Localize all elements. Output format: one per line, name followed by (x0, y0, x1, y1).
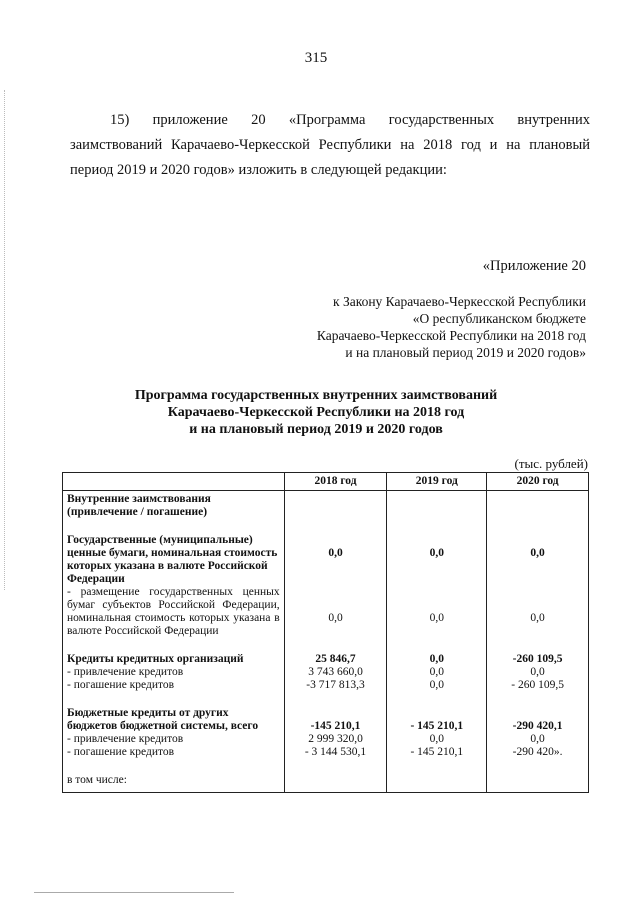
value-cell: 0,0 (387, 534, 487, 586)
value-cell: 0,0 (284, 586, 387, 638)
value-cell: -290 420». (487, 746, 589, 759)
row-label: Государственные (муниципальные) ценные бумаги, номинальная стоимость которых указана в валюте Российской Федерации (63, 534, 285, 586)
value-cell: 0,0 (387, 653, 487, 666)
footer-rule (34, 892, 234, 893)
annex-line: Карачаево-Черкесской Республики на 2018 год (316, 328, 586, 343)
units-label: (тыс. рублей) (514, 456, 588, 471)
intro-paragraph (70, 108, 590, 183)
row-label: Внутренние заимствования (привлечение / погашение) (63, 491, 285, 520)
table-row (63, 679, 589, 692)
value-cell: 0,0 (387, 586, 487, 638)
scan-margin-marks (4, 90, 7, 590)
header-cell (63, 473, 285, 491)
row-label: - размещение государственных ценных бумаг субъектов Российской Федерации, номинальная стоимость которых указана в валюте Российской Федерации (63, 586, 285, 638)
annex-line: и на плановый период 2019 и 2020 годов» (345, 345, 586, 360)
table-header-row (63, 473, 589, 491)
annex-subtitle (317, 293, 586, 361)
title-line: Программа государственных внутренних заимствований (134, 388, 498, 403)
table-row (63, 534, 589, 586)
page-number: 315 (304, 50, 328, 66)
value-cell: -260 109,5 (487, 653, 589, 666)
title-line: и на плановый период 2019 и 2020 годов (189, 422, 443, 437)
table-row (63, 774, 589, 793)
value-cell: 0,0 (487, 586, 589, 638)
intro-line-3: период 2019 и 2020 годов» изложить в следующей редакции: (70, 162, 447, 178)
value-cell: 0,0 (487, 666, 589, 679)
header-cell: 2018 год (284, 473, 387, 491)
value-cell: - 145 210,1 (387, 707, 487, 733)
table-row (63, 491, 589, 520)
row-label: в том числе: (63, 774, 285, 793)
title-line: Карачаево-Черкесской Республики на 2018 год (167, 405, 465, 420)
annex-line: к Закону Карачаево-Черкесской Республики (333, 294, 586, 309)
annex-title: «Приложение 20 (482, 258, 586, 274)
intro-line-2: заимствований Карачаево-Черкесской Республики на 2018 год и на плановый (70, 137, 590, 153)
value-cell: 2 999 320,0 (284, 733, 387, 746)
value-cell: - 145 210,1 (387, 746, 487, 759)
annex-line: «О республиканском бюджете (412, 311, 586, 326)
table-row (63, 746, 589, 759)
table-row (63, 586, 589, 638)
table-row (63, 707, 589, 733)
row-label: - привлечение кредитов (63, 733, 285, 746)
row-label: Бюджетные кредиты от других бюджетов бюджетной системы, всего (63, 707, 285, 733)
value-cell: 3 743 660,0 (284, 666, 387, 679)
intro-line-1: 15) приложение 20 «Программа государственных внутренних (110, 112, 590, 128)
value-cell: 25 846,7 (284, 653, 387, 666)
row-label: - погашение кредитов (63, 679, 285, 692)
header-cell: 2019 год (387, 473, 487, 491)
row-label: - погашение кредитов (63, 746, 285, 759)
table-row (63, 653, 589, 666)
value-cell: -3 717 813,3 (284, 679, 387, 692)
header-cell: 2020 год (487, 473, 589, 491)
table-row (63, 666, 589, 679)
row-label: - привлечение кредитов (63, 666, 285, 679)
document-title (0, 387, 632, 438)
value-cell: 0,0 (387, 733, 487, 746)
table-row (63, 733, 589, 746)
value-cell: 0,0 (387, 679, 487, 692)
value-cell: -145 210,1 (284, 707, 387, 733)
row-label: Кредиты кредитных организаций (63, 653, 285, 666)
value-cell: 0,0 (387, 666, 487, 679)
value-cell: 0,0 (284, 534, 387, 586)
value-cell: - 3 144 530,1 (284, 746, 387, 759)
value-cell: - 260 109,5 (487, 679, 589, 692)
value-cell: -290 420,1 (487, 707, 589, 733)
value-cell: 0,0 (487, 733, 589, 746)
borrowing-program-table (62, 472, 589, 793)
value-cell: 0,0 (487, 534, 589, 586)
